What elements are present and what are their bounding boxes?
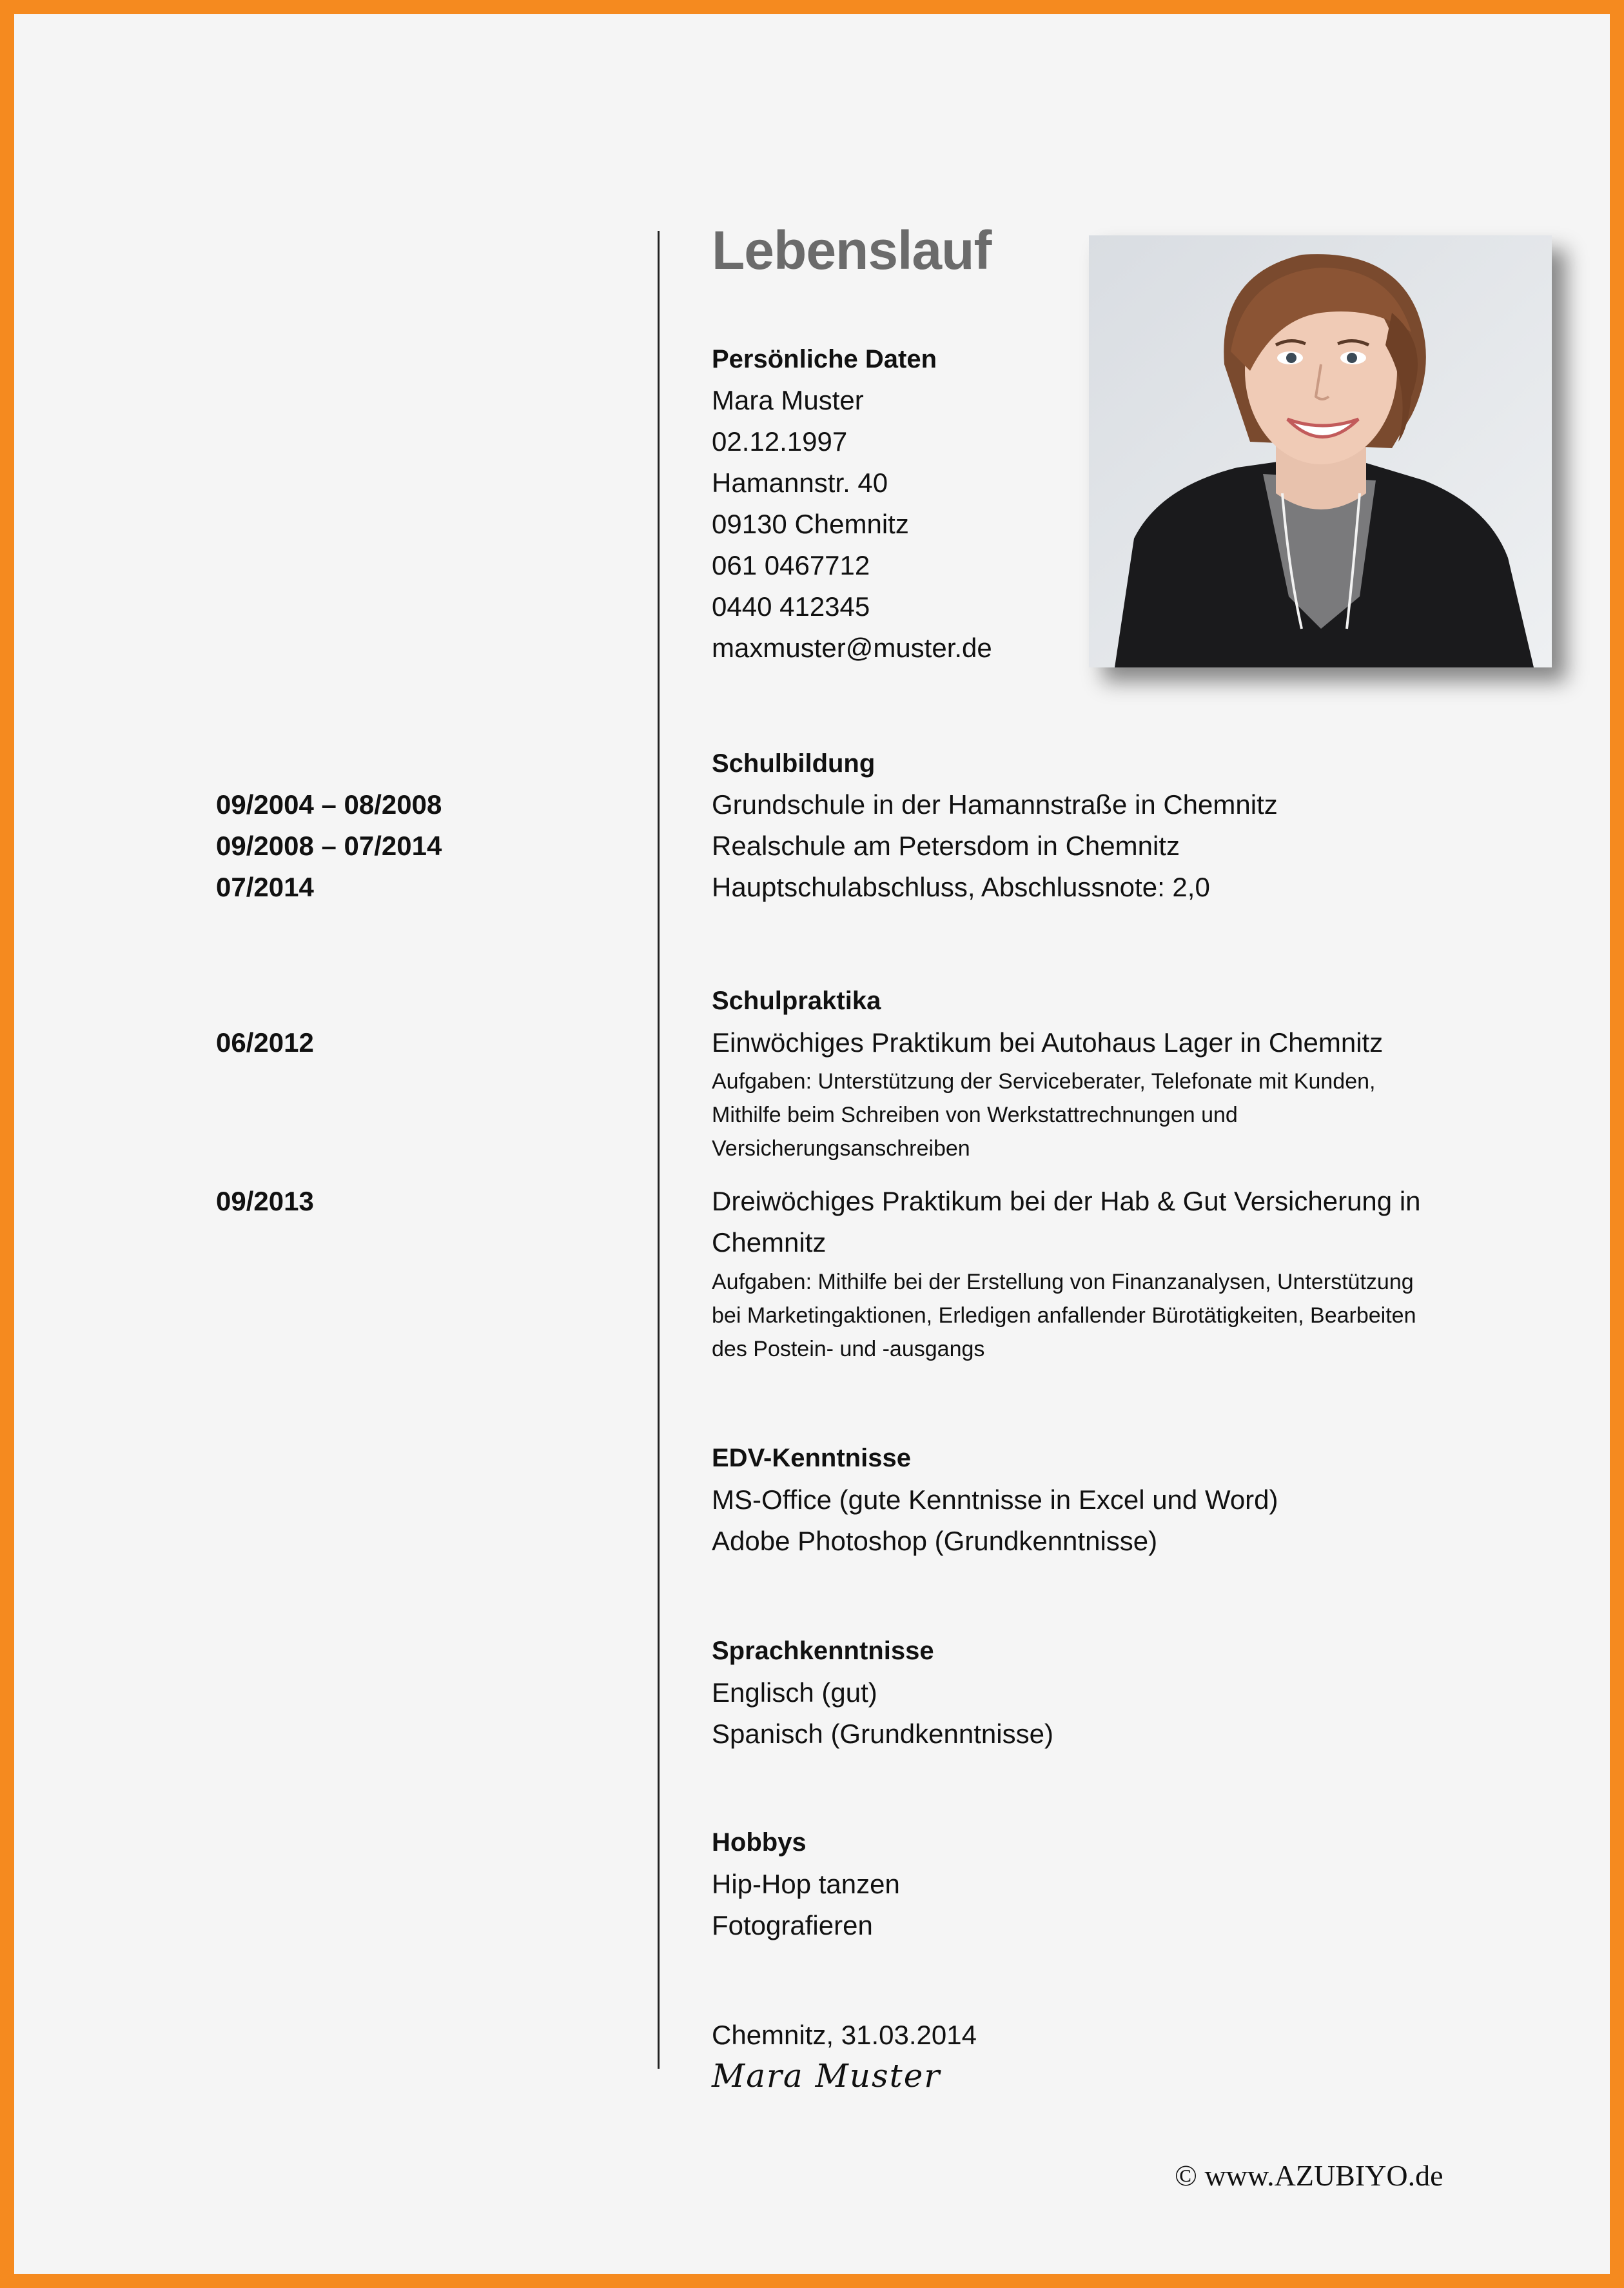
internship-date: 06/2012 [216,1027,314,1058]
personal-name: Mara Muster [712,385,864,415]
school-date: 07/2014 [216,872,314,902]
hobby-item: Hip-Hop tanzen [712,1869,900,1899]
portrait-illustration [1089,235,1552,667]
section-heading-school: Schulbildung [712,749,876,778]
internship-title: Dreiwöchiges Praktikum bei der Hab & Gut Versicherung in [712,1186,1421,1216]
internship-tasks: Aufgaben: Mithilfe bei der Erstellung von Finanzanalysen, Unterstützung [712,1270,1414,1294]
internship-tasks: des Postein- und -ausgangs [712,1337,985,1361]
internship-date: 09/2013 [216,1186,314,1216]
it-skill: Adobe Photoshop (Grundkenntnisse) [712,1526,1158,1556]
personal-birthdate: 02.12.1997 [712,426,848,457]
portrait-photo [1089,235,1552,667]
section-heading-hobbies: Hobbys [712,1828,807,1857]
internship-tasks: Aufgaben: Unterstützung der Serviceberater, Telefonate mit Kunden, [712,1069,1376,1094]
internship-tasks: Mithilfe beim Schreiben von Werkstattrechnungen und [712,1103,1238,1127]
section-heading-languages: Sprachkenntnisse [712,1637,934,1665]
school-date: 09/2008 – 07/2014 [216,831,442,861]
school-date: 09/2004 – 08/2008 [216,789,442,820]
school-entry: Realschule am Petersdom in Chemnitz [712,831,1180,861]
place-date: Chemnitz, 31.03.2014 [712,2020,977,2050]
page-title: Lebenslauf [712,220,992,281]
section-heading-it: EDV-Kenntnisse [712,1444,911,1472]
copyright-notice: © www.AZUBIYO.de [1175,2159,1443,2192]
section-heading-internships: Schulpraktika [712,987,881,1015]
internship-tasks: bei Marketingaktionen, Erledigen anfallender Bürotätigkeiten, Bearbeiten [712,1303,1416,1328]
school-entry: Hauptschulabschluss, Abschlussnote: 2,0 [712,872,1210,902]
personal-phone: 061 0467712 [712,550,870,580]
personal-street: Hamannstr. 40 [712,468,888,498]
internship-title: Einwöchiges Praktikum bei Autohaus Lager in Chemnitz [712,1027,1384,1058]
hobby-item: Fotografieren [712,1910,873,1940]
school-entry: Grundschule in der Hamannstraße in Chemnitz [712,789,1278,820]
personal-city: 09130 Chemnitz [712,509,909,539]
section-heading-personal: Persönliche Daten [712,345,937,373]
language-item: Englisch (gut) [712,1677,877,1708]
vertical-divider [658,231,660,2069]
internship-title: Chemnitz [712,1227,827,1257]
internship-tasks: Versicherungsanschreiben [712,1136,970,1161]
personal-mobile: 0440 412345 [712,591,870,622]
personal-email: maxmuster@muster.de [712,633,992,663]
language-item: Spanisch (Grundkenntnisse) [712,1719,1053,1749]
signature: Mara Muster [712,2057,941,2095]
it-skill: MS-Office (gute Kenntnisse in Excel und Word) [712,1484,1278,1515]
